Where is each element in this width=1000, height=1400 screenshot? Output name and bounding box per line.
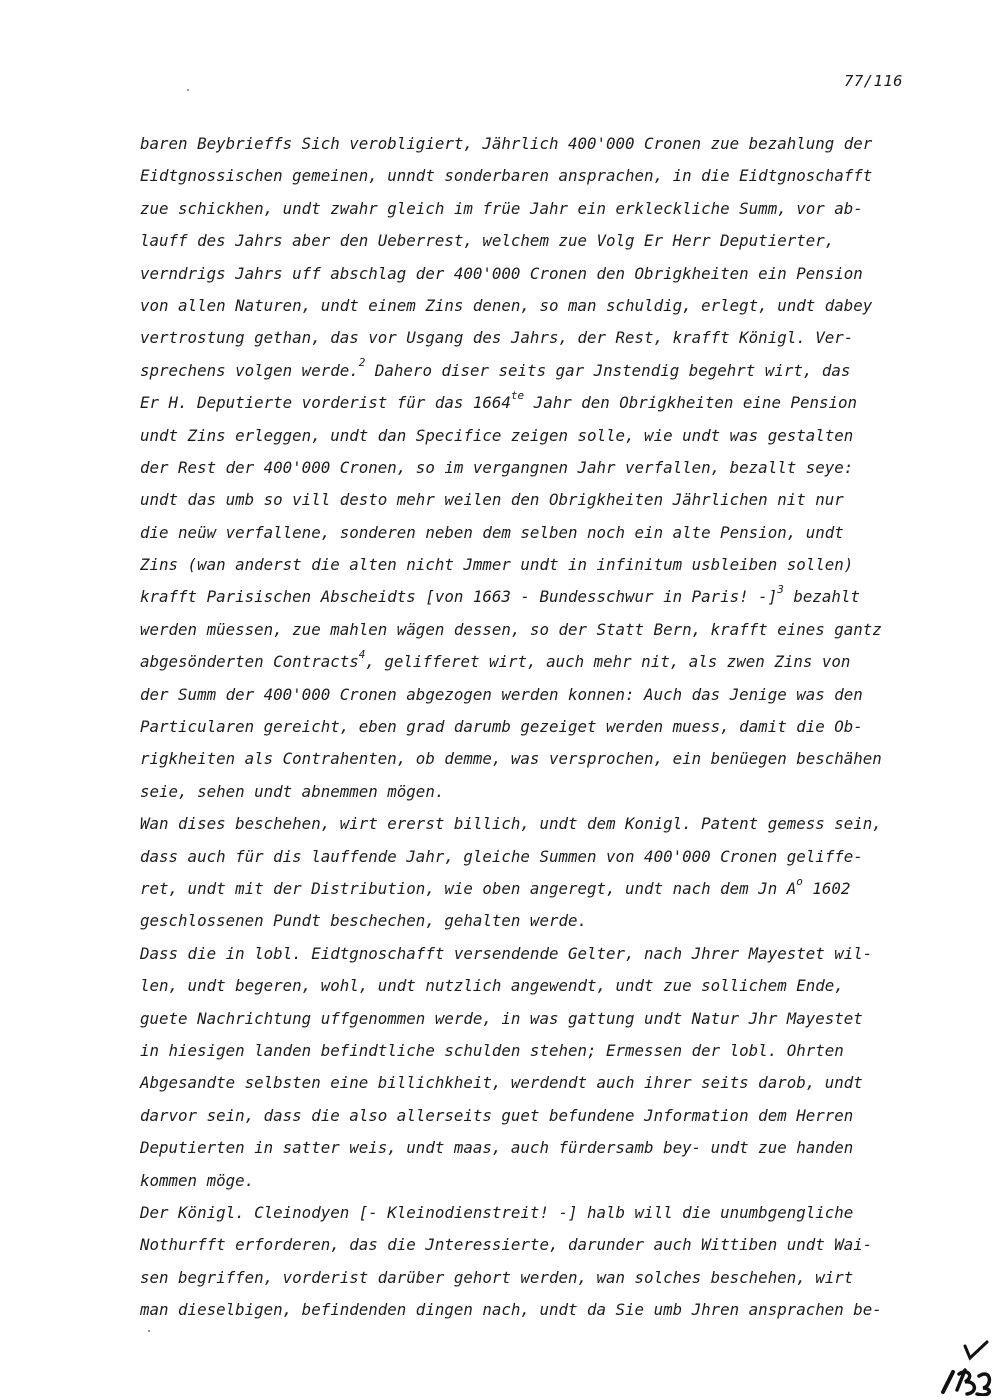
text-segment: vertrostung gethan, das vor Usgang des Jahrs, der Rest, krafft Königl. Ver-	[140, 328, 854, 348]
text-segment: verndrigs Jahrs uff abschlag der 400'000 Cronen den Obrigkheiten ein Pension	[140, 263, 863, 283]
text-line	[140, 517, 940, 549]
text-line	[140, 1294, 940, 1326]
text-segment: krafft Parisischen Abscheidts [von 1663 - Bundesschwur in Paris! -]	[140, 587, 778, 607]
text-segment: Er H. Deputierte vorderist für das 1664	[140, 393, 511, 413]
footnote-superscript: o	[796, 874, 803, 888]
text-segment: Dahero diser seits gar Jnstendig begehrt wirt, das	[365, 360, 851, 380]
text-segment: Dass die in lobl. Eidtgnoschafft versendende Gelter, nach Jhrer Mayestet wil-	[140, 943, 873, 963]
text-segment: der Summ der 400'000 Cronen abgezogen werden konnen: Auch das Jenige was den	[140, 684, 863, 704]
text-segment: Jahr den Obrigkheiten eine Pension	[524, 393, 858, 413]
text-segment: Abgesandte selbsten eine billichkheit, werdendt auch ihrer seits darob, undt	[140, 1073, 863, 1093]
text-line	[140, 452, 940, 484]
text-segment: Eidtgnossischen gemeinen, unndt sonderbaren ansprachen, in die Eidtgnoschafft	[140, 166, 873, 186]
footnote-superscript: 3	[777, 583, 784, 597]
text-line	[140, 1100, 940, 1132]
text-segment: undt Zins erleggen, undt dan Specifice zeigen solle, wie undt was gestalten	[140, 425, 854, 445]
footnote-superscript: te	[510, 388, 525, 402]
text-segment: lauff des Jahrs aber den Ueberrest, welchem zue Volg Er Herr Deputierter,	[140, 231, 835, 251]
text-line	[140, 873, 940, 905]
text-segment: Particularen gereicht, eben grad darumb gezeiget werden muess, damit die Ob-	[140, 717, 863, 737]
text-line	[140, 160, 940, 192]
text-segment: dass auch für dis lauffende Jahr, gleiche Summen von 400'000 Cronen geliffe-	[140, 846, 863, 866]
text-line	[140, 743, 940, 775]
text-line	[140, 808, 940, 840]
text-line	[140, 1132, 940, 1164]
text-line	[140, 1003, 940, 1035]
text-line	[140, 258, 940, 290]
text-line	[140, 970, 940, 1002]
text-line	[140, 420, 940, 452]
text-segment: darvor sein, dass die also allerseits guet befundene Jnformation dem Herren	[140, 1105, 854, 1125]
text-segment: sprechens volgen werde.	[140, 360, 359, 380]
text-line	[140, 841, 940, 873]
text-line	[140, 1035, 940, 1067]
text-segment: in hiesigen landen befindtliche schulden stehen; Ermessen der lobl. Ohrten	[140, 1040, 844, 1060]
document-body	[140, 128, 940, 1326]
text-segment: Deputierten in satter weis, undt maas, auch fürdersamb bey- undt zue handen	[140, 1138, 854, 1158]
text-segment: die neüw verfallene, sonderen neben dem selben noch ein alte Pension, undt	[140, 522, 844, 542]
text-segment: Nothurfft erforderen, das die Jnteressierte, darunder auch Wittiben undt Wai-	[140, 1235, 873, 1255]
text-line	[140, 614, 940, 646]
text-segment: kommen möge.	[140, 1170, 255, 1190]
page-number: 77/116	[844, 72, 903, 90]
text-segment: Wan dises beschehen, wirt ererst billich, undt dem Konigl. Patent gemess sein,	[140, 814, 882, 834]
text-line	[140, 322, 940, 354]
text-line	[140, 711, 940, 743]
stray-mark	[148, 1330, 150, 1332]
text-segment: sen begriffen, vorderist darüber gehort werden, wan solches beschehen, wirt	[140, 1267, 854, 1287]
text-line	[140, 581, 940, 613]
text-line	[140, 1165, 940, 1197]
text-segment: geschlossenen Pundt beschechen, gehalten werde.	[140, 911, 587, 931]
text-segment: 1602	[802, 878, 851, 898]
text-segment: Der Königl. Cleinodyen [- Kleinodienstreit! -] halb will die unumbgengliche	[140, 1202, 854, 1222]
text-segment: guete Nachrichtung uffgenommen werde, in was gattung undt Natur Jhr Mayestet	[140, 1008, 863, 1028]
text-line	[140, 1067, 940, 1099]
text-line	[140, 128, 940, 160]
text-segment: Zins (wan anderst die alten nicht Jmmer undt in infinitum usbleiben sollen)	[140, 555, 854, 575]
text-line	[140, 1197, 940, 1229]
text-segment: undt das umb so vill desto mehr weilen den Obrigkheiten Jährlichen nit nur	[140, 490, 844, 510]
text-line	[140, 1262, 940, 1294]
text-line	[140, 679, 940, 711]
text-line	[140, 484, 940, 516]
text-line	[140, 905, 940, 937]
text-segment: rigkheiten als Contrahenten, ob demme, was versprochen, ein benüegen beschähen	[140, 749, 882, 769]
text-line	[140, 549, 940, 581]
text-segment: baren Beybrieffs Sich verobligiert, Jährlich 400'000 Cronen zue bezahlung der	[140, 134, 873, 153]
text-segment: seie, sehen undt abnemmen mögen.	[140, 781, 445, 801]
text-segment: man dieselbigen, befindenden dingen nach, undt da Sie umb Jhren ansprachen be-	[140, 1300, 882, 1320]
footnote-superscript: 2	[358, 356, 366, 370]
stray-mark	[187, 89, 189, 91]
text-line	[140, 225, 940, 257]
text-line	[140, 290, 940, 322]
footnote-superscript: 4	[358, 647, 366, 661]
text-segment: zue schickhen, undt zwahr gleich im früe Jahr ein erkleckliche Summ, vor ab-	[140, 198, 863, 218]
text-line	[140, 646, 940, 678]
text-line	[140, 193, 940, 225]
text-segment: bezahlt	[783, 587, 860, 607]
text-line	[140, 776, 940, 808]
text-segment: ret, undt mit der Distribution, wie oben angeregt, undt nach dem Jn A	[140, 878, 797, 898]
text-line	[140, 355, 940, 387]
text-segment: , gelifferet wirt, auch mehr nit, als zwen Zins von	[365, 652, 851, 672]
text-segment: abgesönderten Contracts	[140, 652, 359, 672]
text-segment: von allen Naturen, undt einem Zins denen, so man schuldig, erlegt, undt dabey	[140, 295, 873, 315]
text-segment: der Rest der 400'000 Cronen, so im vergangnen Jahr verfallen, bezallt seye:	[140, 457, 854, 477]
text-line	[140, 938, 940, 970]
text-segment: werden müessen, zue mahlen wägen dessen, so der Statt Bern, krafft eines gantz	[140, 619, 882, 639]
text-line	[140, 1229, 940, 1261]
text-line	[140, 387, 940, 419]
text-segment: len, undt begeren, wohl, undt nutzlich angewendt, undt zue sollichem Ende,	[140, 976, 844, 996]
handwritten-archive-number	[935, 1340, 995, 1396]
